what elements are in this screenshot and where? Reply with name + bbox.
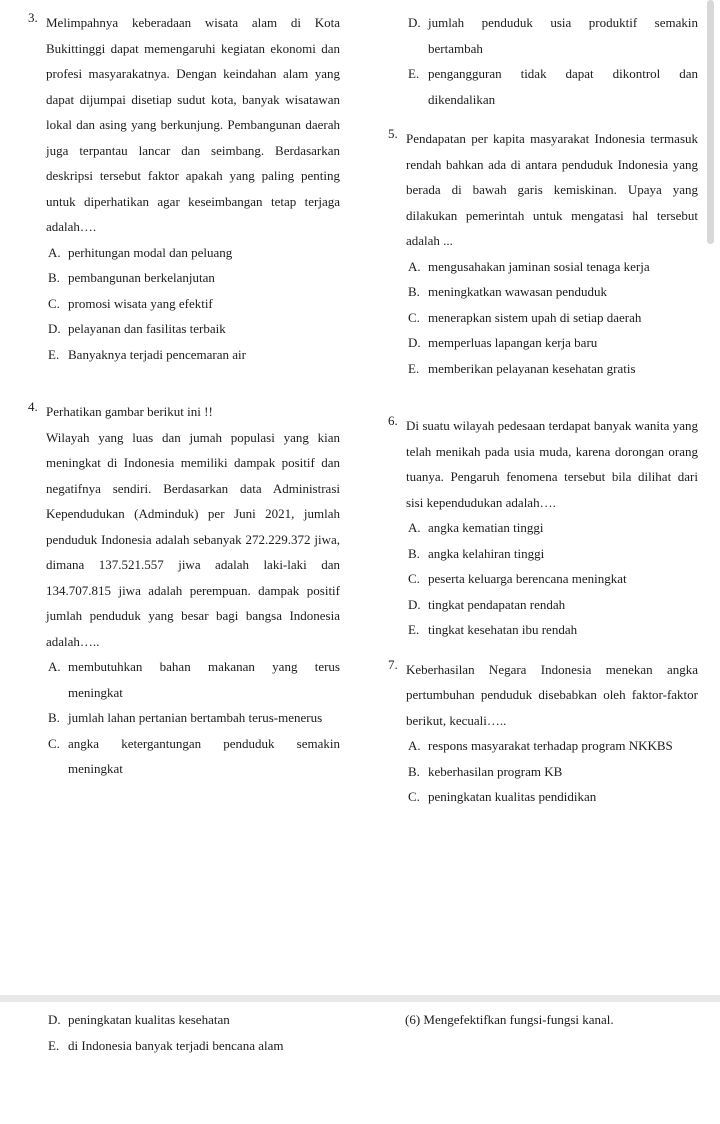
- option-e[interactable]: E. di Indonesia banyak terjadi bencana alam: [48, 1037, 284, 1053]
- question-number: 7.: [388, 656, 398, 672]
- page-two-right-column: [405, 1007, 705, 1033]
- option-b[interactable]: B. angka kelahiran tinggi: [408, 545, 545, 561]
- question-stem: Keberhasilan Negara Indonesia menekan angka pertumbuhan penduduk disebabkan oleh faktor-faktor berikut, kecuali…..: [406, 661, 698, 728]
- question-title: Perhatikan gambar berikut ini !!: [46, 404, 213, 419]
- scrollbar-thumb[interactable]: [707, 0, 714, 244]
- option-list: [388, 254, 698, 382]
- option-e[interactable]: E. tingkat kesehatan ibu rendah: [408, 622, 578, 637]
- question-7: [388, 657, 698, 810]
- question-stem: Wilayah yang luas dan jumah populasi yang kian meningkat di Indonesia memiliki dampak positif dan negatifnya sendiri. Berdasarkan data Administrasi Kependudukan (Adminduk) per Juni 2021, jumlah penduduk Indonesia adalah sebanyak 272.229.372 jiwa, dimana 137.521.557 jiwa adalah laki-laki dan 134.707.815 jiwa adalah perempuan. dampak positif jumlah penduduk yang besar bagi bangsa Indonesia adalah…..: [46, 429, 340, 649]
- question-4: [28, 399, 340, 782]
- question-3: [28, 10, 340, 367]
- option-e[interactable]: E. pengangguran tidak dapat dikontrol dan dikendalikan: [408, 66, 698, 107]
- right-column: [388, 10, 698, 810]
- option-d[interactable]: D. memperluas lapangan kerja baru: [408, 335, 598, 350]
- question-number: 5.: [388, 126, 398, 141]
- option-a[interactable]: A. membutuhkan bahan makanan yang terus meningkat: [48, 659, 340, 700]
- numbered-item: (6) Mengefektifkan fungsi-fungsi kanal.: [405, 1012, 614, 1027]
- option-a[interactable]: A. perhitungan modal dan peluang: [48, 244, 233, 260]
- question-6: [388, 413, 698, 643]
- option-list-continued: [28, 1007, 340, 1058]
- option-d[interactable]: D. jumlah penduduk usia produktif semakin bertambah: [408, 15, 698, 56]
- option-b[interactable]: B. jumlah lahan pertanian bertambah terus-menerus: [48, 710, 323, 725]
- option-list-continued: [388, 10, 698, 112]
- option-a[interactable]: A. respons masyarakat terhadap program NKKBS: [408, 738, 673, 753]
- option-e[interactable]: E. Banyaknya terjadi pencemaran air: [48, 346, 246, 362]
- left-column: [28, 10, 340, 782]
- page-two-left-column: [28, 1007, 340, 1058]
- option-list: [28, 654, 340, 782]
- option-c[interactable]: C. promosi wisata yang efektif: [48, 295, 213, 311]
- option-list: [388, 515, 698, 643]
- option-d[interactable]: D. peningkatan kualitas kesehatan: [48, 1012, 230, 1027]
- question-number: 3.: [28, 10, 38, 25]
- option-b[interactable]: B. meningkatkan wawasan penduduk: [408, 284, 608, 299]
- option-list: [28, 240, 340, 368]
- question-number: 4.: [28, 399, 38, 414]
- page-divider: [0, 995, 720, 1002]
- option-c[interactable]: C. peserta keluarga berencana meningkat: [408, 571, 627, 586]
- option-b[interactable]: B. keberhasilan program KB: [408, 763, 563, 779]
- question-stem: Pendapatan per kapita masyarakat Indonesia termasuk rendah bahkan ada di antara penduduk Indonesia yang berada di bawah garis kemiskinan. Upaya yang dilakukan pemerintah untuk mengatasi hal tersebut adalah ...: [406, 131, 698, 248]
- question-5: [388, 126, 698, 381]
- option-c[interactable]: C. angka ketergantungan penduduk semakin meningkat: [48, 735, 340, 776]
- question-number: 6.: [388, 413, 398, 428]
- option-c[interactable]: C. peningkatan kualitas pendidikan: [408, 789, 597, 804]
- question-stem: Melimpahnya keberadaan wisata alam di Kota Bukittinggi dapat memengaruhi kegiatan ekonomi dan profesi masyarakatnya. Dengan keindahan alam yang dapat dijumpai disetiap sudut kota, banyak wisatawan lokal dan asing yang berkunjung. Pembangunan daerah juga terpantau lancar dan seimbang. Berdasarkan deskripsi tersebut faktor apakah yang paling penting untuk diperhatikan agar keseimbangan tetap terjaga adalah….: [46, 15, 340, 234]
- option-e[interactable]: E. memberikan pelayanan kesehatan gratis: [408, 360, 636, 376]
- option-b[interactable]: B. pembangunan berkelanjutan: [48, 270, 215, 285]
- option-c[interactable]: C. menerapkan sistem upah di setiap daerah: [408, 309, 642, 325]
- option-a[interactable]: A. mengusahakan jaminan sosial tenaga kerja: [408, 258, 650, 274]
- option-a[interactable]: A. angka kematian tinggi: [408, 520, 544, 535]
- option-d[interactable]: D. pelayanan dan fasilitas terbaik: [48, 321, 226, 336]
- option-list: [388, 733, 698, 810]
- question-stem: Di suatu wilayah pedesaan terdapat banyak wanita yang telah menikah pada usia muda, karena dorongan orang tuanya. Pengaruh fenomena tersebut bila dilihat dari sisi kependudukan adalah….: [406, 418, 698, 510]
- option-d[interactable]: D. tingkat pendapatan rendah: [408, 596, 566, 612]
